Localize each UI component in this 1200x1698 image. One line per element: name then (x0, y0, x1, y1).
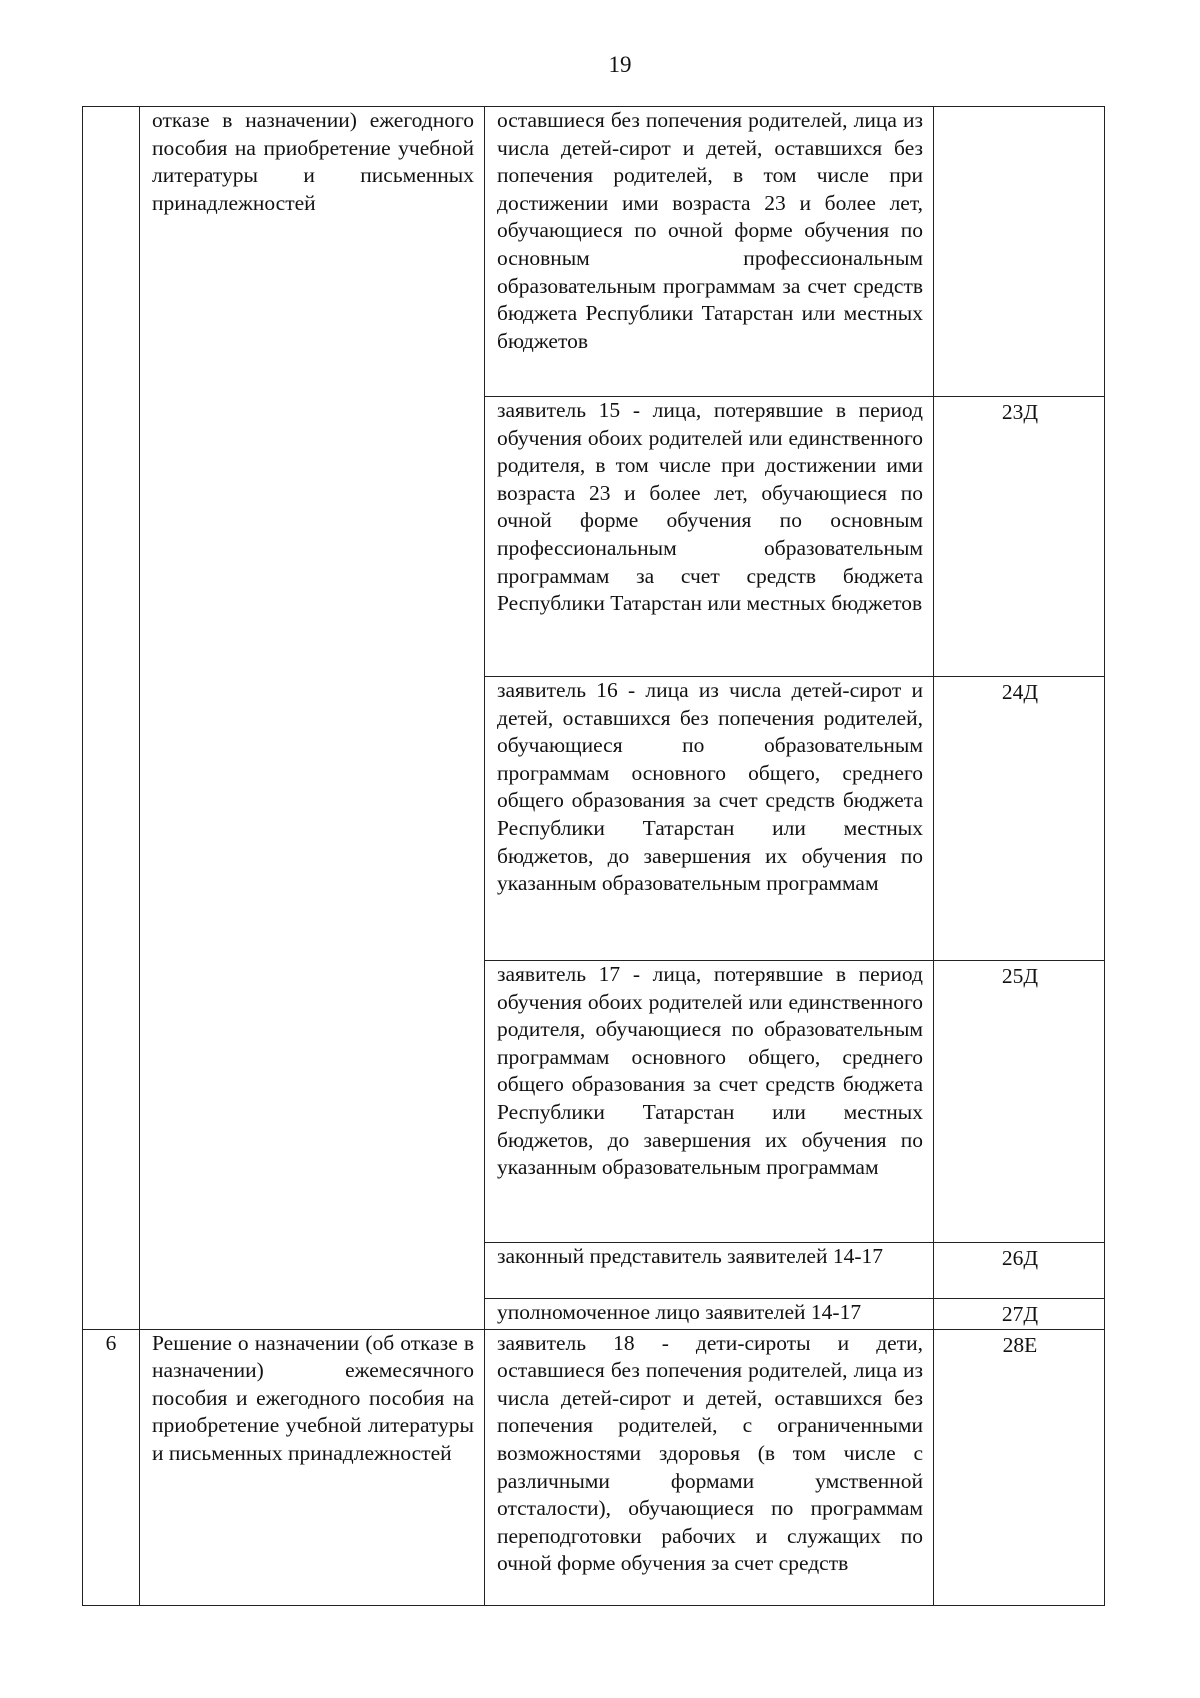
applicant-cell: заявитель 17 - лица, потерявшие в период обучения обоих родителей или единственного родителя, обучающиеся по образовательным программам основного общего, среднего общего образования за счет средств бюджета Республики Татарстан или местных бюджетов, до завершения их обучения по указанным образовательным программам (485, 961, 934, 1243)
service-name-cell: Решение о назначении (об отказе в назначении) ежемесячного пособия и ежегодного пособия на приобретение учебной литературы и письменных принадлежностей (140, 1329, 485, 1605)
row-number-cell (83, 107, 140, 1330)
applicant-cell: оставшиеся без попечения родителей, лица из числа детей-сирот и детей, оставшихся без попечения родителей, в том числе при достижении ими возраста 23 и более лет, обучающиеся по очной форме обучения по основным профессиональным образовательным программам за счет средств бюджета Республики Татарстан или местных бюджетов (485, 107, 934, 397)
page-number: 19 (608, 52, 632, 77)
table-row (83, 1329, 1105, 1605)
variant-code-cell: 27Д (934, 1299, 1105, 1330)
applicant-cell: заявитель 15 - лица, потерявшие в период обучения обоих родителей или единственного родителя, в том числе при достижении ими возраста 23 и более лет, обучающиеся по очной форме обучения по основным профессиональным образовательным программам за счет средств бюджета Республики Татарстан или местных бюджетов (485, 397, 934, 677)
applicant-cell: заявитель 16 - лица из числа детей-сирот и детей, оставшихся без попечения родителей, обучающиеся по образовательным программам основного общего, среднего общего образования за счет средств бюджета Республики Татарстан или местных бюджетов, до завершения их обучения по указанным образовательным программам (485, 677, 934, 961)
variant-code-cell: 26Д (934, 1243, 1105, 1299)
applicant-variants-table (82, 106, 1105, 1606)
variant-code-cell: 25Д (934, 961, 1105, 1243)
applicant-cell: законный представитель заявителей 14-17 (485, 1243, 934, 1299)
variant-code-cell: 24Д (934, 677, 1105, 961)
applicant-cell: уполномоченное лицо заявителей 14-17 (485, 1299, 934, 1330)
table-row (83, 107, 1105, 397)
service-name-cell: отказе в назначении) ежегодного пособия на приобретение учебной литературы и письменных принадлежностей (140, 107, 485, 1330)
variant-code-cell: 28Е (934, 1329, 1105, 1605)
applicant-cell: заявитель 18 - дети-сироты и дети, оставшиеся без попечения родителей, лица из числа детей-сирот и детей, оставшихся без попечения родителей, с ограниченными возможностями здоровья (в том числе с различными формами умственной отсталости), обучающиеся по программам переподготовки рабочих и служащих по очной форме обучения за счет средств (485, 1329, 934, 1605)
row-number-cell: 6 (83, 1329, 140, 1605)
variant-code-cell: 23Д (934, 397, 1105, 677)
variant-code-cell (934, 107, 1105, 397)
